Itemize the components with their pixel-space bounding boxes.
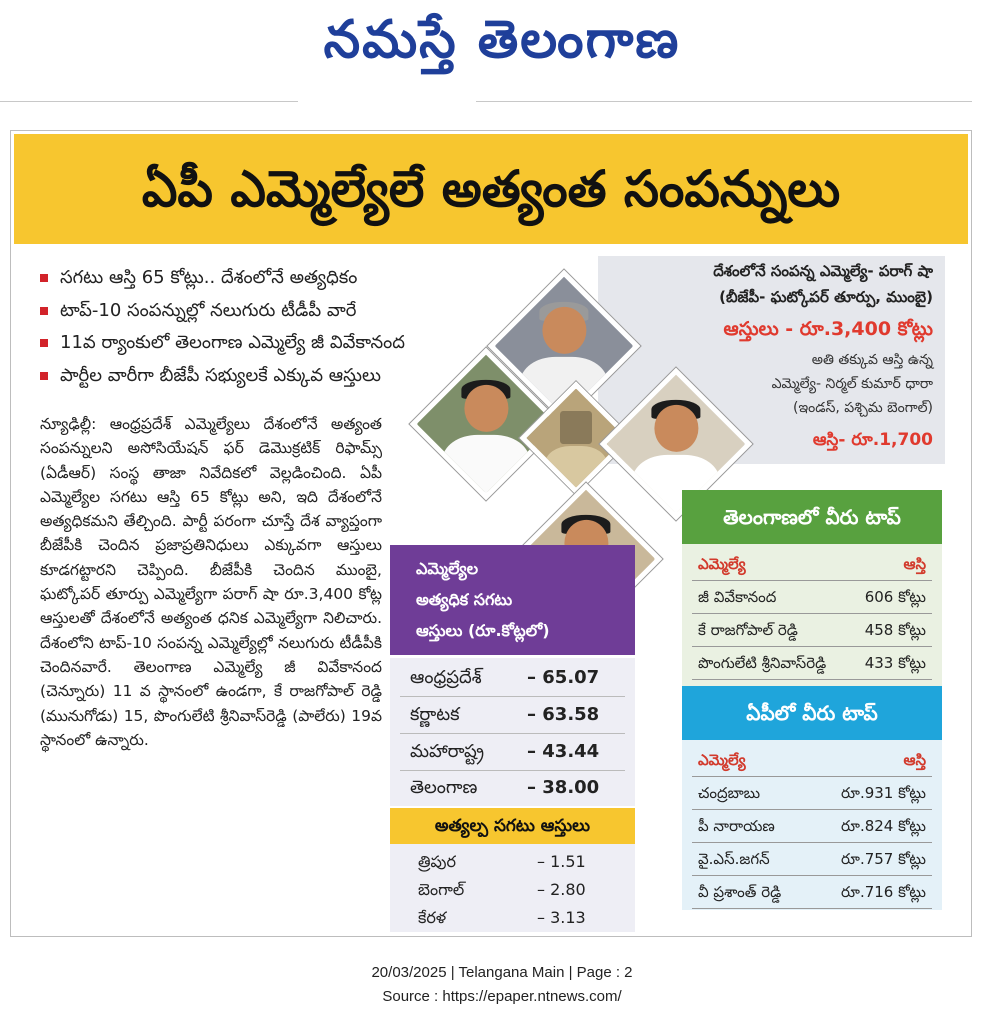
mla-assets: 433 కోట్లు: [864, 654, 926, 672]
table-row: [692, 843, 932, 876]
table-row: [692, 810, 932, 843]
state-name: తెలంగాణ: [410, 777, 478, 798]
table-row: [692, 647, 932, 680]
mla-name: వై.ఎస్‌.జగన్‌: [698, 850, 770, 868]
mla-name: పొంగులేటి శ్రీనివాస్‌రెడ్డి: [698, 654, 827, 672]
bullet-item: సగటు ఆస్తి 65 కోట్లు.. దేశంలోనే అత్యధికం: [38, 262, 558, 295]
mla-assets: 606 కోట్లు: [864, 588, 926, 606]
richest-party: (బీజేపీ- ఘట్కోపర్‌ తూర్పు, ముంబై): [719, 288, 933, 306]
state-name: మహారాష్ట్ర: [410, 741, 485, 762]
telangana-top-table: [682, 544, 942, 686]
article-headline: ఏపీ ఎమ్మెల్యేలే అత్యంత సంపన్నులు: [14, 134, 968, 244]
footer-date-edition: 20/03/2025 | Telangana Main | Page : 2: [371, 964, 633, 981]
lowest-avg-table: [390, 844, 635, 932]
mla-name: పీ నారాయణ: [698, 817, 775, 835]
mla-assets: రూ.931 కోట్లు: [841, 784, 926, 802]
lowest-avg-title: అత్యల్ప సగటు ఆస్తులు: [390, 808, 635, 844]
newspaper-masthead: నమస్తే తెలంగాణ: [323, 10, 681, 70]
mla-assets: రూ.757 కోట్లు: [841, 850, 926, 868]
state-name: త్రిపుర: [418, 852, 456, 871]
footer-source-link[interactable]: Source : https://epaper.ntnews.com/: [382, 988, 622, 1005]
table-row: [390, 770, 635, 806]
header-mla: ఎమ్మెల్యే: [698, 751, 746, 769]
state-name: ఆంధ్రప్రదేశ్‌: [410, 667, 482, 688]
state-value: – 3.13: [537, 908, 586, 927]
mla-name: జీ వివేకానంద: [698, 588, 777, 606]
state-value: – 38.00: [527, 777, 600, 798]
mla-assets: రూ.716 కోట్లు: [841, 883, 926, 901]
article-body-paragraph: న్యూఢిల్లీ: ఆంధ్రప్రదేశ్‌ ఎమ్మెల్యేలు దేశంలోనే అత్యంత సంపన్నులని అసోసియేషన్‌ ఫర్‌ డెమొక్రటిక్‌ రిఫామ్స్‌ (ఏడీఆర్‌) సంస్థ తాజా నివేదికలో వెల్లడించింది. ఏపీ ఎమ్మెల్యేల సగటు ఆస్తి 65 కోట్లు అని, ఇది దేశంలోనే అత్యధికమని తేల్చింది. పార్టీ పరంగా చూస్తే దేశ వ్యాప్తంగా బీజేపీకి చెందిన ప్రజాప్రతినిధులు ఎక్కువగా ఆస్తులు కూడగట్టారని చెప్పింది. బీజేపీకి చెందిన ముంబై, ఘట్కోపర్‌ తూర్పు ఎమ్మెల్యేగా పరాగ్‌ షా రూ.3,400 కోట్ల ఆస్తులతో దేశంలోనే అత్యంత ధనిక ఎమ్మెల్యేగా నిలిచారు. దేశంలోని టాప్‌-10 సంపన్న ఎమ్మెల్యేల్లో నలుగురు టీడీపీకి చెందినవారే. తెలంగాణ ఎమ్మెల్యే జీ వివేకానంద (చెన్నూరు) 11 వ స్థానంలో ఉండగా, కే రాజగోపాల్‌ రెడ్డి (మునుగోడు) 15, పొంగులేటి శ్రీనివాస్‌రెడ్డి (పాలేరు) 19వ స్థానంలో ఉన్నారు.: [40, 415, 382, 749]
state-name: కర్ణాటక: [410, 704, 460, 725]
table-row: [390, 876, 635, 904]
header-assets: ఆస్తి: [903, 555, 926, 573]
state-value: – 43.44: [527, 741, 600, 762]
table-row: [390, 697, 635, 733]
ap-top-title: ఏపీలో వీరు టాప్‌: [682, 686, 942, 740]
table-row: [390, 660, 635, 696]
article-body: [40, 412, 382, 752]
poorest-assets: ఆస్తి- రూ.1,700: [812, 430, 933, 450]
table-header: [692, 744, 932, 777]
mla-name: చంద్రబాబు: [698, 784, 761, 802]
state-value: – 1.51: [537, 852, 586, 871]
masthead-rule-right: [476, 101, 972, 102]
poorest-name: ఎమ్మెల్యే- నిర్మల్‌ కుమార్‌ ధారా: [771, 376, 933, 392]
state-name: బెంగాల్‌: [418, 880, 465, 899]
table-row: [692, 777, 932, 810]
state-value: – 2.80: [537, 880, 586, 899]
highest-avg-table: [390, 658, 635, 806]
ap-top-table: [682, 740, 942, 910]
poorest-party: (ఇండస్‌, పశ్చిమ బెంగాల్‌): [793, 400, 933, 416]
highest-avg-title-line: ఎమ్మెల్యేల: [416, 559, 479, 578]
header-assets: ఆస్తి: [903, 751, 926, 769]
table-row: [390, 848, 635, 876]
telangana-top-title: తెలంగాణలో వీరు టాప్‌: [682, 490, 942, 544]
highest-avg-title-box: [390, 545, 635, 655]
richest-assets: ఆస్తులు - రూ.3,400 కోట్లు: [723, 318, 933, 340]
table-row: [390, 734, 635, 770]
bullet-item: టాప్‌-10 సంపన్నుల్లో నలుగురు టీడీపీ వారే: [38, 295, 558, 328]
bullet-item: 11వ ర్యాంకులో తెలంగాణ ఎమ్మెల్యే జీ వివేకానంద: [38, 327, 558, 360]
header-mla: ఎమ్మెల్యే: [698, 555, 746, 573]
mla-assets: రూ.824 కోట్లు: [841, 817, 926, 835]
highest-avg-title-line: అత్యధిక సగటు: [416, 590, 513, 609]
table-row: [692, 876, 932, 909]
mla-name: వీ ప్రశాంత్‌ రెడ్డి: [698, 883, 782, 901]
table-row: [390, 904, 635, 932]
mla-name: కే రాజగోపాల్‌ రెడ్డి: [698, 621, 798, 639]
state-name: కేరళ: [418, 908, 447, 927]
table-row: [692, 614, 932, 647]
mla-assets: 458 కోట్లు: [864, 621, 926, 639]
richest-title: దేశంలోనే సంపన్న ఎమ్మెల్యే- పరాగ్‌ షా: [713, 262, 933, 280]
bullet-item: పార్టీల వారీగా బీజేపీ సభ్యులకే ఎక్కువ ఆస్తులు: [38, 360, 558, 393]
table-header: [692, 548, 932, 581]
poorest-caption: అతి తక్కువ ఆస్తి ఉన్న: [811, 352, 933, 368]
state-value: – 63.58: [527, 704, 600, 725]
masthead-rule-left: [0, 101, 298, 102]
state-value: – 65.07: [527, 667, 600, 688]
table-row: [692, 581, 932, 614]
highest-avg-title-line: ఆస్తులు (రూ.కోట్లలో): [416, 621, 550, 640]
